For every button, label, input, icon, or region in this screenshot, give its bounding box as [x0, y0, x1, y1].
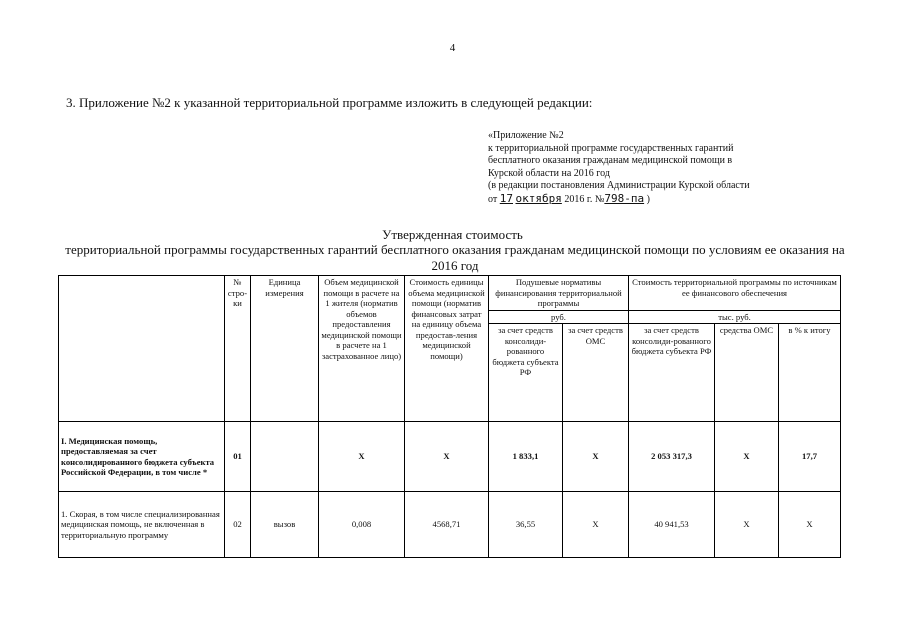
row-no: 01 [225, 422, 251, 492]
header-oms-2: средства ОМС [715, 324, 779, 422]
header-cost: Стоимость единицы объема медицинской помощи (норматив финансовых затрат на единицу объема предостав-ления медицинской помощи) [405, 276, 489, 422]
row-name: I. Медицинская помощь, предоставляемая за счет консолидированного бюджета субъекта Российской Федерации, в том числе * [59, 422, 225, 492]
row-unit [251, 422, 319, 492]
date-day: 17 [499, 191, 513, 205]
doc-title: Утвержденная стоимость [382, 227, 523, 242]
row-volume: X [319, 422, 405, 492]
row-pr-oms: X [715, 492, 779, 558]
year-label: 2016 г. № [564, 193, 605, 205]
table-row [59, 492, 841, 558]
amendment-paragraph: 3. Приложение №2 к указанной территориальной программе изложить в следующей редакции: [66, 95, 593, 110]
row-percent: 17,7 [779, 422, 841, 492]
row-pr-budget: 2 053 317,3 [629, 422, 715, 492]
header-rub: руб. [489, 310, 629, 324]
header-row-no: № стро-ки [225, 276, 251, 422]
row-cost: X [405, 422, 489, 492]
from-label: от [488, 193, 498, 205]
close-paren: ) [646, 193, 650, 205]
header-program-cost: Стоимость территориальной программы по источникам ее финансового обеспечения [629, 276, 841, 311]
annex-line: Курской области на 2016 год [488, 167, 610, 179]
row-pr-budget: 40 941,53 [629, 492, 715, 558]
annex-line: (в редакции постановления Администрации Курской области [488, 180, 750, 191]
header-thous-rub: тыс. руб. [629, 310, 841, 324]
header-consolidated: за счет средств консолиди-рованного бюджета субъекта РФ [489, 324, 563, 422]
annex-line: к территориальной программе государственных гарантий [488, 142, 734, 154]
header-name-cell [59, 276, 225, 422]
annex-title: «Приложение №2 [488, 130, 564, 141]
row-percent: X [779, 492, 841, 558]
table-header-row [59, 276, 841, 311]
row-pc-budget: 1 833,1 [489, 422, 563, 492]
header-unit: Единица измерения [251, 276, 319, 422]
header-consolidated-2: за счет средств консолиди-рованного бюджета субъекта РФ [629, 324, 715, 422]
header-percent: в % к итогу [779, 324, 841, 422]
row-no: 02 [225, 492, 251, 558]
page-number: 4 [449, 42, 456, 54]
row-unit: вызов [251, 492, 319, 558]
row-pc-oms: X [563, 422, 629, 492]
annex-date-line [488, 193, 750, 207]
row-volume: 0,008 [319, 492, 405, 558]
decree-number: 798-па [604, 191, 645, 205]
cost-table [58, 275, 841, 558]
annex-line: бесплатного оказания гражданам медицинской помощи в [488, 155, 733, 166]
row-name: 1. Скорая, в том числе специализированная медицинская помощь, не включенная в территориальную программу [59, 492, 225, 558]
header-per-capita: Подушевые нормативы финансирования территориальной программы [489, 276, 629, 311]
row-pc-budget: 36,55 [489, 492, 563, 558]
row-pr-oms: X [715, 422, 779, 492]
header-volume: Объем медицинской помощи в расчете на 1 жителя (норматив объемов предоставления медицинской помощи в расчете на 1 застрахованное лицо) [319, 276, 405, 422]
header-oms: за счет средств ОМС [563, 324, 629, 422]
row-cost: 4568,71 [405, 492, 489, 558]
date-month: октября [515, 191, 562, 205]
annex-header [488, 130, 750, 206]
row-pc-oms: X [563, 492, 629, 558]
table-row [59, 422, 841, 492]
doc-subtitle: территориальной программы государственных гарантий бесплатного оказания гражданам медицинской помощи по условиям ее оказания на 2016 год [65, 242, 845, 273]
